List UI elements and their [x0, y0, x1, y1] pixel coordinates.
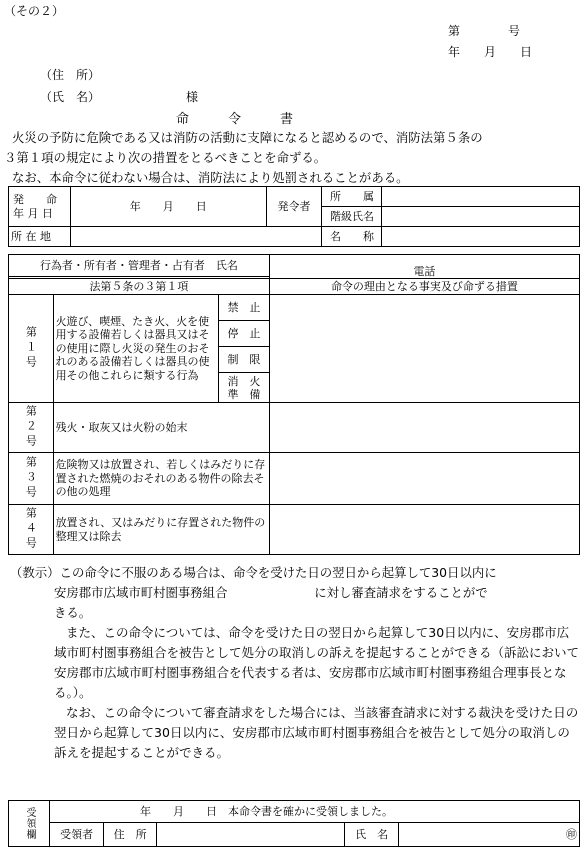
- intro-line-1: 火災の予防に危険である又は消防の活動に支障になると認めるので、消防法第５条の: [12, 130, 483, 145]
- notice-paragraph-3: なお、この命令について審査請求をした場合には、当該審査請求に対する裁決を受けた日の翌日から起算して30日以内に、安房郡市広域市町村圏事務組合を被告として処分の取消しの訴えを提起することができる。: [54, 705, 579, 760]
- sheet-number: （その２）: [4, 4, 65, 18]
- intro-line-3: なお、本命令に従わない場合は、消防法により処罰されることがある。: [12, 170, 409, 185]
- receiver-address-label: 住 所: [104, 823, 157, 847]
- reason-header: 命令の理由となる事実及び命ずる措置: [269, 279, 579, 295]
- measure-fire-extinguish-prep: 消 火 準 備: [219, 373, 270, 403]
- item-4-reason-field[interactable]: [269, 505, 579, 555]
- receipt-table: [8, 800, 580, 847]
- issue-date-header: [9, 187, 71, 227]
- receiver-label: 受領者: [50, 823, 104, 847]
- item-3-reason-field[interactable]: [269, 453, 579, 505]
- item-2-reason-field[interactable]: [269, 403, 579, 453]
- order-info-table: [8, 186, 580, 247]
- phone-label: 電話: [413, 264, 436, 278]
- actor-name-field[interactable]: [269, 255, 579, 279]
- law-article-label: 法第５条の３第１項: [9, 279, 270, 295]
- item-4-number: 第４号: [9, 505, 54, 555]
- measure-prohibit: 禁 止: [219, 295, 270, 321]
- issue-date-label-2: 年 月 日: [13, 206, 53, 220]
- issuer-label: 発令者: [266, 187, 322, 227]
- rank-name-label: 階級氏名: [322, 207, 382, 227]
- item-3-description: 危険物又は放置され、若しくはみだりに存置された燃焼のおそれのある物件の除去その他の処理: [53, 453, 269, 505]
- item-1-number: 第１号: [9, 295, 54, 403]
- receipt-date-text: 年 月 日 本命令書を確かに受領しました。: [50, 801, 580, 823]
- affiliation-field[interactable]: [382, 187, 580, 207]
- intro-line-2: ３第１項の規定により次の措置をとるべきことを命ずる。: [4, 150, 327, 165]
- receiver-name-label: 氏 名: [344, 823, 399, 847]
- item-2-description: 残火・取灰又は火粉の始末: [53, 403, 269, 453]
- actor-name-label: 行為者・所有者・管理者・占有者 氏名: [9, 255, 270, 277]
- facility-name-label: 名 称: [322, 227, 382, 247]
- item-1-reason-field[interactable]: [269, 295, 579, 403]
- seal-mark: ㊞: [566, 827, 577, 841]
- document-number-label: 第 号: [448, 24, 521, 38]
- notice-line-3: きる。: [54, 605, 92, 620]
- rank-name-field[interactable]: [382, 207, 580, 227]
- address-label: （住 所）: [40, 68, 101, 82]
- item-1-description: 火遊び、喫煙、たき火、火を使用する設備若しくは器具又はその使用に際し火災の発生のおそれのある設備若しくは器具の使用その他これらに類する行為: [53, 295, 218, 403]
- notice-line-2: 安房郡市広域市町村圏事務組合 に対し審査請求をすることがで: [54, 585, 488, 600]
- honorific: 様: [186, 90, 199, 104]
- notice-paragraph-2: また、この命令については、命令を受けた日の翌日から起算して30日以内に、安房郡市広域市町村圏事務組合を被告として処分の取消しの訴えを提起することができる（訴訟において安房郡市広域市町村圏事務組合を代表する者は、安房郡市広域市町村圏事務組合理事長となる。）。: [54, 625, 580, 700]
- issue-date-label-1: 発 命: [13, 193, 57, 207]
- issue-date-value[interactable]: 年 月 日: [70, 187, 266, 227]
- document-title: 命 令 書: [176, 112, 294, 127]
- measure-restrict: 制 限: [219, 347, 270, 373]
- receipt-side-label: 受領欄: [9, 801, 50, 847]
- receiver-name-field[interactable]: [399, 823, 580, 847]
- notice-line-1: （教示）この命令に不服のある場合は、命令を受けた日の翌日から起算して30日以内に: [10, 565, 497, 580]
- location-field[interactable]: [70, 227, 322, 247]
- measure-stop: 停 止: [219, 321, 270, 347]
- item-2-number: 第２号: [9, 403, 54, 453]
- affiliation-label: 所 属: [322, 187, 382, 207]
- document-date-label: 年 月 日: [448, 45, 533, 59]
- measures-table: [8, 254, 580, 555]
- receiver-address-field[interactable]: [157, 823, 345, 847]
- item-4-description: 放置され、又はみだりに存置された物件の整理又は除去: [53, 505, 269, 555]
- item-3-number: 第３号: [9, 453, 54, 505]
- facility-name-field[interactable]: [382, 227, 580, 247]
- location-label: 所 在 地: [9, 227, 71, 247]
- name-label: （氏 名）: [40, 90, 101, 104]
